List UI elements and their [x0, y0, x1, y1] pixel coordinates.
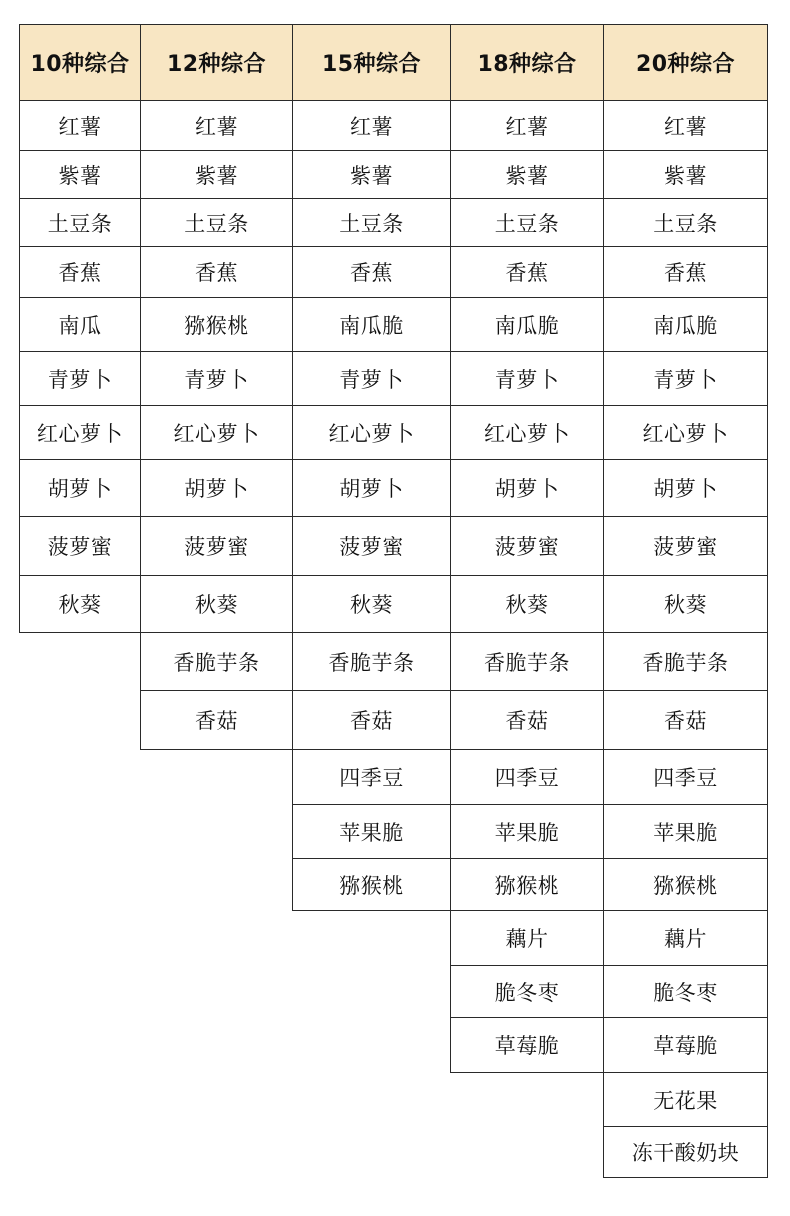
table-cell: 青萝卜: [140, 351, 293, 406]
table-cell: 秋葵: [292, 575, 451, 633]
table-cell: 香菇: [450, 690, 604, 750]
table-cell: 藕片: [603, 910, 768, 966]
table-cell: 红薯: [292, 100, 451, 151]
table-cell: 南瓜脆: [292, 297, 451, 352]
table-cell: 红心萝卜: [603, 405, 768, 460]
table-cell: 红心萝卜: [292, 405, 451, 460]
table-cell: 猕猴桃: [450, 858, 604, 911]
table-cell: 香脆芋条: [292, 632, 451, 691]
table-cell: 红心萝卜: [140, 405, 293, 460]
table-cell: 无花果: [603, 1072, 768, 1127]
table-cell: 菠萝蜜: [140, 516, 293, 576]
table-cell: 香蕉: [140, 246, 293, 298]
table-cell: 秋葵: [603, 575, 768, 633]
table-cell: 香蕉: [19, 246, 141, 298]
table-cell: 紫薯: [292, 150, 451, 199]
table-cell: 胡萝卜: [603, 459, 768, 517]
table-cell: 土豆条: [140, 198, 293, 247]
table-cell: 红薯: [140, 100, 293, 151]
table-cell: 香菇: [140, 690, 293, 750]
table-cell: 猕猴桃: [140, 297, 293, 352]
table-cell: 紫薯: [140, 150, 293, 199]
table-cell: 秋葵: [450, 575, 604, 633]
table-cell: 草莓脆: [603, 1017, 768, 1073]
table-cell: 南瓜脆: [450, 297, 604, 352]
table-cell: 秋葵: [19, 575, 141, 633]
table-cell: 青萝卜: [19, 351, 141, 406]
table-cell: 菠萝蜜: [292, 516, 451, 576]
table-cell: 紫薯: [450, 150, 604, 199]
table-cell: 菠萝蜜: [19, 516, 141, 576]
table-cell: 紫薯: [603, 150, 768, 199]
table-cell: 香菇: [292, 690, 451, 750]
table-cell: 土豆条: [603, 198, 768, 247]
table-cell: 苹果脆: [450, 804, 604, 859]
table-cell: 苹果脆: [292, 804, 451, 859]
table-cell: 脆冬枣: [450, 965, 604, 1018]
table-cell: 苹果脆: [603, 804, 768, 859]
column-header: 15种综合: [292, 24, 451, 101]
table-cell: 香蕉: [603, 246, 768, 298]
table-cell: 南瓜: [19, 297, 141, 352]
table-cell: 胡萝卜: [19, 459, 141, 517]
table-cell: 南瓜脆: [603, 297, 768, 352]
table-cell: 土豆条: [292, 198, 451, 247]
table-cell: 红薯: [450, 100, 604, 151]
table-cell: 秋葵: [140, 575, 293, 633]
table-cell: 香蕉: [450, 246, 604, 298]
table-cell: 香蕉: [292, 246, 451, 298]
table-cell: 胡萝卜: [450, 459, 604, 517]
table-cell: 脆冬枣: [603, 965, 768, 1018]
table-cell: 土豆条: [19, 198, 141, 247]
table-cell: 香脆芋条: [140, 632, 293, 691]
column-header: 12种综合: [140, 24, 293, 101]
table-cell: 青萝卜: [603, 351, 768, 406]
table-cell: 青萝卜: [292, 351, 451, 406]
table-cell: 胡萝卜: [140, 459, 293, 517]
table-cell: 冻干酸奶块: [603, 1126, 768, 1178]
table-cell: 香脆芋条: [603, 632, 768, 691]
table-cell: 菠萝蜜: [450, 516, 604, 576]
table-cell: 红心萝卜: [450, 405, 604, 460]
table-cell: 藕片: [450, 910, 604, 966]
table-cell: 猕猴桃: [603, 858, 768, 911]
column-header: 20种综合: [603, 24, 768, 101]
table-cell: 红薯: [603, 100, 768, 151]
table-cell: 猕猴桃: [292, 858, 451, 911]
table-cell: 香脆芋条: [450, 632, 604, 691]
table-cell: 红心萝卜: [19, 405, 141, 460]
table-cell: 胡萝卜: [292, 459, 451, 517]
table-cell: 四季豆: [450, 749, 604, 805]
table-cell: 四季豆: [603, 749, 768, 805]
column-header: 10种综合: [19, 24, 141, 101]
table-cell: 草莓脆: [450, 1017, 604, 1073]
table-cell: 菠萝蜜: [603, 516, 768, 576]
table-cell: 四季豆: [292, 749, 451, 805]
column-header: 18种综合: [450, 24, 604, 101]
table-cell: 青萝卜: [450, 351, 604, 406]
table-cell: 红薯: [19, 100, 141, 151]
table-cell: 紫薯: [19, 150, 141, 199]
table-cell: 土豆条: [450, 198, 604, 247]
table-cell: 香菇: [603, 690, 768, 750]
